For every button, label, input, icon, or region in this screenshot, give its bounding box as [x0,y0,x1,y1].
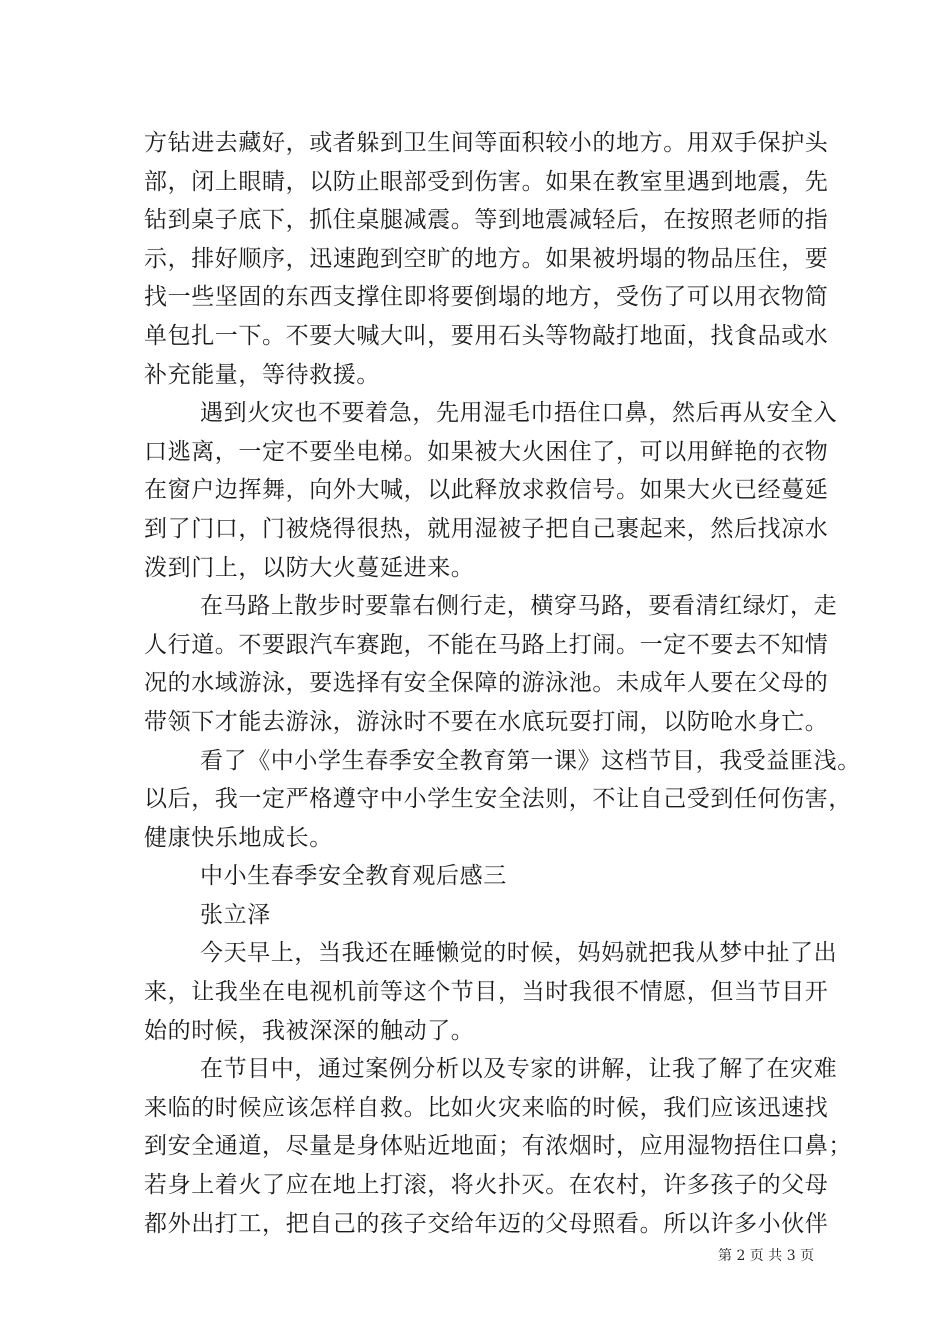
paragraph-start-line: 在马路上散步时要靠右侧行走，横穿马路，要看清红绿灯，走 [200,593,838,620]
text-line: 在窗户边挥舞，向外大喊，以此释放求救信号。如果大火已经蔓延 [144,477,829,504]
text-line: 况的水域游泳，要选择有安全保障的游泳池。未成年人要在父母的 [144,670,829,697]
page-number: 第 2 页 共 3 页 [718,1248,815,1264]
text-line: 到安全通道，尽量是身体贴近地面；有浓烟时，应用湿物捂住口鼻； [144,1133,852,1160]
text-line: 找一些坚固的东西支撑住即将要倒塌的地方，受伤了可以用衣物简 [144,284,829,311]
text-line: 都外出打工，把自己的孩子交给年迈的父母照看。所以许多小伙伴 [144,1210,829,1237]
text-line: 到了门口，门被烧得很热，就用湿被子把自己裹起来，然后找凉水 [144,515,829,542]
text-line: 口逃离，一定不要坐电梯。如果被大火困住了，可以用鲜艳的衣物 [144,438,829,465]
text-line: 若身上着火了应在地上打滚，将火扑灭。在农村，许多孩子的父母 [144,1172,829,1199]
author-name: 张立泽 [200,901,271,928]
text-line: 健康快乐地成长。 [144,824,333,851]
text-line: 泼到门上，以防大火蔓延进来。 [144,554,475,581]
text-line: 部，闭上眼睛，以防止眼部受到伤害。如果在教室里遇到地震，先 [144,168,829,195]
text-line: 来临的时候应该怎样自救。比如火灾来临的时候，我们应该迅速找 [144,1094,829,1121]
text-line: 钻到桌子底下，抓住桌腿减震。等到地震减轻后，在按照老师的指 [144,207,829,234]
text-line: 始的时候，我被深深的触动了。 [144,1017,475,1044]
text-line: 单包扎一下。不要大喊大叫，要用石头等物敲打地面，找食品或水 [144,322,829,349]
text-line: 方钻进去藏好，或者躲到卫生间等面积较小的地方。用双手保护头 [144,130,829,156]
text-line: 人行道。不要跟汽车赛跑，不能在马路上打闹。一定不要去不知情 [144,631,829,658]
text-line: 来，让我坐在电视机前等这个节目，当时我很不情愿，但当节目开 [144,979,829,1006]
text-line: 以后，我一定严格遵守中小学生安全法则，不让自己受到任何伤害， [144,786,852,813]
paragraph-start-line: 遇到火灾也不要着急，先用湿毛巾捂住口鼻，然后再从安全入 [200,400,838,427]
text-line: 带领下才能去游泳，游泳时不要在水底玩耍打闹，以防呛水身亡。 [144,708,829,735]
text-line: 示，排好顺序，迅速跑到空旷的地方。如果被坍塌的物品压住，要 [144,245,829,272]
paragraph-start-line: 看了《中小学生春季安全教育第一课》这档节目，我受益匪浅。 [200,747,861,774]
section-title: 中小生春季安全教育观后感三 [200,863,507,890]
paragraph-start-line: 在节目中，通过案例分析以及专家的讲解，让我了解了在灾难 [200,1056,838,1083]
paragraph-start-line: 今天早上，当我还在睡懒觉的时候，妈妈就把我从梦中扯了出 [200,940,838,967]
text-line: 补充能量，等待救援。 [144,361,380,388]
document-body [144,124,861,1243]
